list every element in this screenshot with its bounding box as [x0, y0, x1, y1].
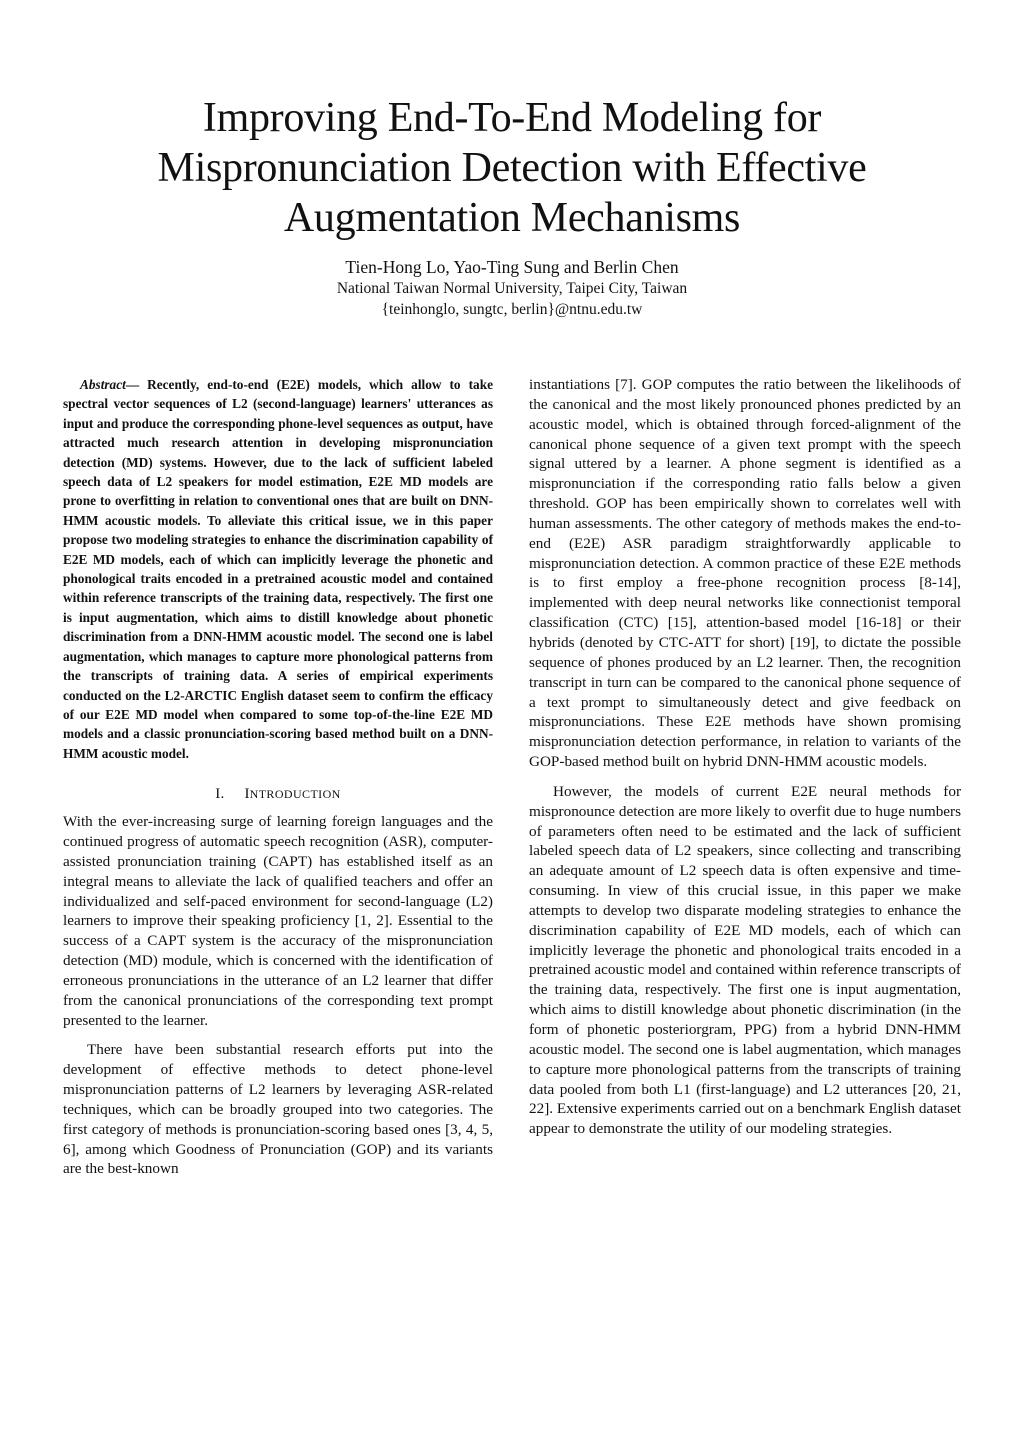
- section-heading: [63, 784, 493, 804]
- abstract-dash: —: [125, 377, 148, 392]
- title-line: Improving End-To-End Modeling for: [202, 95, 822, 141]
- section-title-rest: NTRODUCTION: [249, 787, 341, 802]
- left-column: [63, 375, 493, 1179]
- right-column: [529, 375, 961, 1139]
- section-title-initial: I: [244, 786, 250, 803]
- abstract: [63, 375, 493, 763]
- paper-title: [110, 93, 914, 243]
- section-number: I.: [215, 786, 225, 803]
- title-line: Augmentation Mechanisms: [283, 195, 741, 241]
- author-email: {teinhonglo, sungtc, berlin}@ntnu.edu.tw: [381, 301, 643, 318]
- author-affiliation: National Taiwan Normal University, Taipei City, Taiwan: [336, 280, 688, 297]
- author-block: [110, 256, 914, 320]
- abstract-text: Recently, end-to-end (E2E) models, which allow to take spectral vector sequences of L2 (second-language) learners' utterances as input and produce the corresponding phone-level sequences as output, have attracted much research attention in developing mispronunciation detection (MD) systems. However, due to the lack of sufficient labeled speech data of L2 speakers for model estimation, E2E MD models are prone to overfitting in relation to conventional ones that are built on DNN-HMM acoustic models. To alleviate this critical issue, we in this paper propose two modeling strategies to enhance the discrimination capability of E2E MD models, each of which can implicitly leverage the phonetic and phonological traits encoded in a pretrained acoustic model and contained within reference transcripts of the training data, respectively. The first one is input augmentation, which aims to distill knowledge about phonetic discrimination from a DNN-HMM acoustic model. The second one is label augmentation, which manages to capture more phonological patterns from the transcripts of training data. A series of empirical experiments conducted on the L2-ARCTIC English dataset seem to confirm the efficacy of our E2E MD model when compared to some top-of-the-line E2E MD models and a classic pronunciation-scoring based method built on a DNN-HMM acoustic model.: [63, 377, 493, 761]
- author-names: Tien-Hong Lo, Yao-Ting Sung and Berlin Chen: [345, 257, 679, 277]
- title-line: Mispronunciation Detection with Effective: [157, 145, 867, 191]
- body-paragraph: There have been substantial research efforts put into the development of effective methods to detect phone-level mispronunciation patterns of L2 learners by leveraging ASR-related techniques, which can be broadly grouped into two categories. The first category of methods is pronunciation-scoring based ones [3, 4, 5, 6], among which Goodness of Pronunciation (GOP) and its variants are the best-known: [63, 1041, 493, 1178]
- body-paragraph: However, the models of current E2E neural methods for mispronounce detection are more likely to overfit due to huge numbers of parameters often need to be estimated and the lack of sufficient labeled speech data of L2 speakers, since collecting and transcribing an adequate amount of L2 speech data is often expensive and time-consuming. In view of this crucial issue, in this paper we make attempts to develop two disparate modeling strategies to enhance the discrimination capability of E2E MD models, each of which can implicitly leverage the phonetic and phonological traits encoded in a pretrained acoustic model and contained within reference transcripts of the training data, respectively. The first one is input augmentation, which aims to distill knowledge about phonetic discrimination (in the form of phonetic posteriorgram, PPG) from a hybrid DNN-HMM acoustic model. The second one is label augmentation, which manages to capture more phonological patterns from the transcripts of training data pooled from both L1 (first-language) and L2 utterances [20, 21, 22]. Extensive experiments carried out on a benchmark English dataset appear to demonstrate the utility of our modeling strategies.: [529, 782, 961, 1138]
- body-paragraph: instantiations [7]. GOP computes the ratio between the likelihoods of the canonical and the most likely pronounced phones predicted by an acoustic model, which is obtained through forced-alignment of the canonical phone sequence of a given text prompt with the speech signal uttered by a learner. A phone segment is identified as a mispronunciation if the corresponding ratio falls below a given threshold. GOP has been empirically shown to correlates well with human assessments. The other category of methods makes the end-to-end (E2E) ASR paradigm straightforwardly applicable to mispronunciation detection. A common practice of these E2E methods is to first employ a free-phone recognition process [8-14], implemented with deep neural networks like connectionist temporal classification (CTC) [15], attention-based model [16-18] or their hybrids (denoted by CTC-ATT for short) [19], to dictate the possible sequence of phones produced by an L2 learner. Then, the recognition transcript in turn can be compared to the canonical phone sequence of a text prompt to simultaneously detect and give feedback on mispronunciations. These E2E methods have shown promising mispronunciation detection performance, in relation to variants of the GOP-based method built on hybrid DNN-HMM acoustic models.: [529, 376, 961, 771]
- abstract-label: Abstract: [80, 377, 126, 392]
- body-paragraph: With the ever-increasing surge of learning foreign languages and the continued progress of automatic speech recognition (ASR), computer-assisted pronunciation training (CAPT) has established itself as an integral means to alleviate the lack of qualified teachers and offer an individualized and self-paced environment for second-language (L2) learners to improve their speaking proficiency [1, 2]. Essential to the success of a CAPT system is the accuracy of the mispronunciation detection (MD) module, which is concerned with the identification of erroneous pronunciations in the utterance of an L2 learner that differ from the canonical pronunciations of the corresponding text prompt presented to the learner.: [63, 813, 493, 1029]
